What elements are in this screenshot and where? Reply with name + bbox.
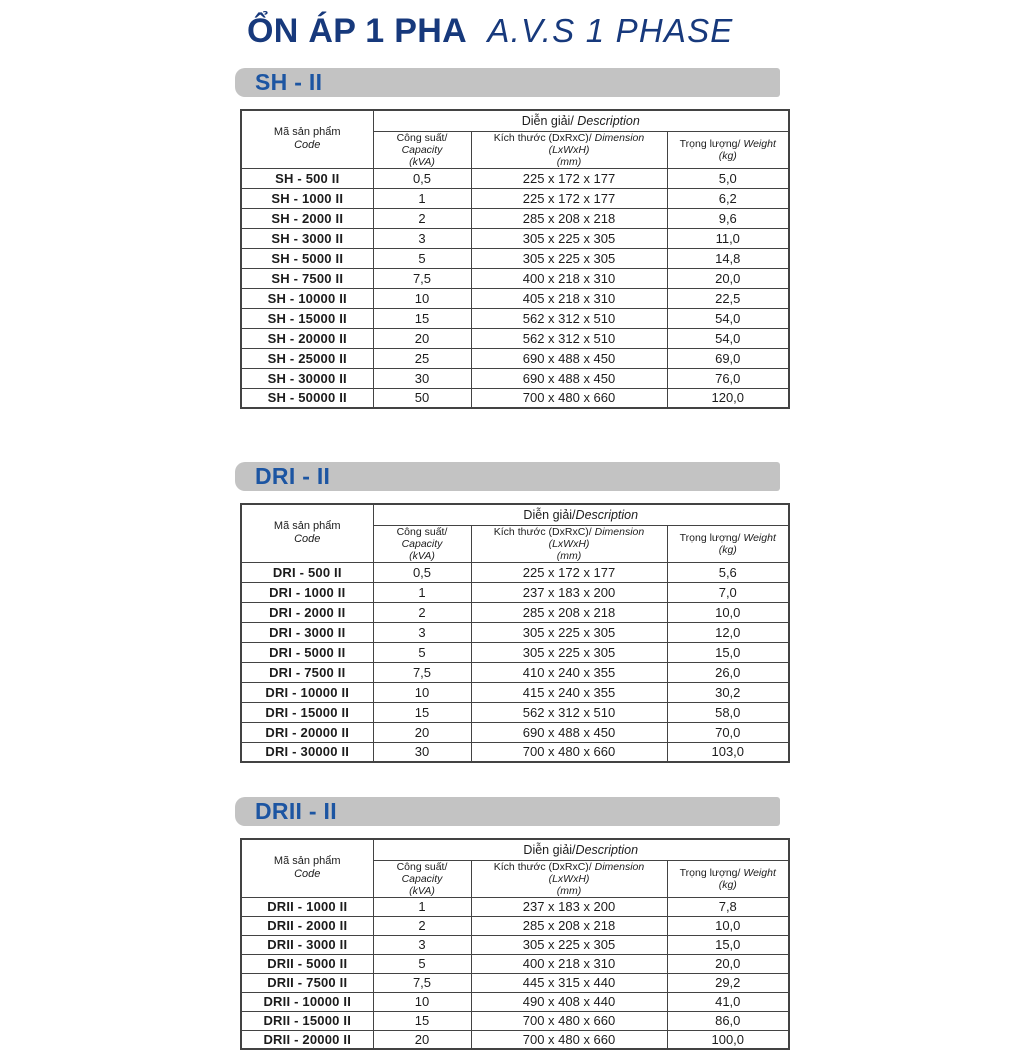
header-capacity-en: Capacity <box>401 537 443 550</box>
capacity-cell: 20 <box>373 722 471 742</box>
header-product-code <box>241 839 373 897</box>
product-code-cell: SH - 1000 II <box>241 188 373 208</box>
capacity-cell: 20 <box>373 1030 471 1049</box>
header-dimension-en: Dimension (LxWxH) <box>548 131 645 156</box>
product-code-cell: DRII - 5000 II <box>241 954 373 973</box>
header-code-en: Code <box>294 868 321 881</box>
dimension-cell: 305 x 225 x 305 <box>471 228 667 248</box>
spec-row <box>241 368 789 388</box>
capacity-cell: 15 <box>373 1011 471 1030</box>
weight-cell: 22,5 <box>667 288 789 308</box>
dimension-cell: 690 x 488 x 450 <box>471 722 667 742</box>
capacity-cell: 30 <box>373 368 471 388</box>
dimension-cell: 562 x 312 x 510 <box>471 308 667 328</box>
header-capacity <box>373 860 471 897</box>
header-product-code <box>241 504 373 562</box>
dimension-cell: 700 x 480 x 660 <box>471 1030 667 1049</box>
section-header-bar-drii-ii <box>235 797 780 826</box>
spec-row <box>241 348 789 368</box>
spec-row <box>241 1030 789 1049</box>
spec-row <box>241 702 789 722</box>
header-desc-en: Description <box>573 113 640 128</box>
product-code-cell: SH - 15000 II <box>241 308 373 328</box>
weight-cell: 30,2 <box>667 682 789 702</box>
weight-cell: 54,0 <box>667 328 789 348</box>
dimension-cell: 562 x 312 x 510 <box>471 702 667 722</box>
spec-row <box>241 582 789 602</box>
product-code-cell: DRI - 10000 II <box>241 682 373 702</box>
section-label: DRI - II <box>255 463 331 489</box>
header-capacity-en: Capacity <box>401 143 443 156</box>
product-code-cell: DRI - 20000 II <box>241 722 373 742</box>
spec-row <box>241 188 789 208</box>
weight-cell: 100,0 <box>667 1030 789 1049</box>
capacity-cell: 1 <box>373 582 471 602</box>
spec-row <box>241 248 789 268</box>
header-dimension <box>471 525 667 562</box>
header-weight <box>667 525 789 562</box>
spec-row <box>241 288 789 308</box>
header-weight-vi: Trọng lượng/ <box>679 866 741 879</box>
capacity-cell: 7,5 <box>373 973 471 992</box>
table-body-sh-ii <box>241 168 789 408</box>
dimension-cell: 490 x 408 x 440 <box>471 992 667 1011</box>
capacity-cell: 25 <box>373 348 471 368</box>
weight-cell: 15,0 <box>667 935 789 954</box>
spec-row <box>241 1011 789 1030</box>
header-code-vi: Mã sản phẩm <box>273 855 341 868</box>
product-code-cell: DRII - 15000 II <box>241 1011 373 1030</box>
header-capacity-unit: (kVA) <box>409 155 435 168</box>
dimension-cell: 400 x 218 x 310 <box>471 954 667 973</box>
product-code-cell: DRII - 10000 II <box>241 992 373 1011</box>
weight-cell: 9,6 <box>667 208 789 228</box>
spec-row <box>241 992 789 1011</box>
header-dimension-vi: Kích thước (DxRxC)/ <box>493 860 592 873</box>
capacity-cell: 3 <box>373 228 471 248</box>
section-label: SH - II <box>255 69 323 95</box>
page-title-english: A.V.S 1 PHASE <box>487 12 734 49</box>
weight-cell: 15,0 <box>667 642 789 662</box>
spec-row <box>241 388 789 408</box>
dimension-cell: 237 x 183 x 200 <box>471 582 667 602</box>
page-title-vietnamese: ỔN ÁP 1 PHA <box>247 12 467 50</box>
header-code-vi: Mã sản phẩm <box>273 126 341 139</box>
header-code-en: Code <box>294 139 321 152</box>
header-weight-vi: Trọng lượng/ <box>679 137 741 150</box>
weight-cell: 103,0 <box>667 742 789 762</box>
dimension-cell: 400 x 218 x 310 <box>471 268 667 288</box>
dimension-cell: 237 x 183 x 200 <box>471 897 667 916</box>
section-header-bar-dri-ii <box>235 462 780 491</box>
header-capacity-vi: Công suất/ <box>396 525 448 538</box>
dimension-cell: 305 x 225 x 305 <box>471 248 667 268</box>
product-code-cell: DRII - 3000 II <box>241 935 373 954</box>
spec-row <box>241 916 789 935</box>
header-capacity <box>373 131 471 168</box>
header-capacity-unit: (kVA) <box>409 549 435 562</box>
dimension-cell: 700 x 480 x 660 <box>471 388 667 408</box>
capacity-cell: 10 <box>373 288 471 308</box>
spec-row <box>241 935 789 954</box>
dimension-cell: 690 x 488 x 450 <box>471 368 667 388</box>
spec-row <box>241 642 789 662</box>
spec-table-drii-ii <box>240 838 790 1050</box>
product-code-cell: SH - 20000 II <box>241 328 373 348</box>
weight-cell: 58,0 <box>667 702 789 722</box>
capacity-cell: 0,5 <box>373 168 471 188</box>
header-weight <box>667 860 789 897</box>
capacity-cell: 2 <box>373 208 471 228</box>
section-label: DRII - II <box>255 798 337 824</box>
capacity-cell: 10 <box>373 682 471 702</box>
spec-row <box>241 228 789 248</box>
dimension-cell: 285 x 208 x 218 <box>471 602 667 622</box>
dimension-cell: 225 x 172 x 177 <box>471 188 667 208</box>
capacity-cell: 30 <box>373 742 471 762</box>
header-description <box>373 504 789 525</box>
header-capacity-vi: Công suất/ <box>396 131 448 144</box>
dimension-cell: 285 x 208 x 218 <box>471 916 667 935</box>
header-code-vi: Mã sản phẩm <box>273 520 341 533</box>
header-dimension-unit: (mm) <box>556 155 582 168</box>
product-code-cell: SH - 50000 II <box>241 388 373 408</box>
spec-row <box>241 208 789 228</box>
capacity-cell: 1 <box>373 897 471 916</box>
dimension-cell: 445 x 315 x 440 <box>471 973 667 992</box>
header-description <box>373 110 789 131</box>
section-drii-ii <box>235 797 788 1050</box>
product-code-cell: DRI - 3000 II <box>241 622 373 642</box>
spec-row <box>241 268 789 288</box>
capacity-cell: 3 <box>373 935 471 954</box>
spec-row <box>241 562 789 582</box>
header-capacity-unit: (kVA) <box>409 884 435 897</box>
header-desc-vi: Diễn giải/ <box>523 507 576 522</box>
header-dimension-en: Dimension (LxWxH) <box>548 860 645 885</box>
header-dimension-vi: Kích thước (DxRxC)/ <box>493 525 592 538</box>
spec-row <box>241 328 789 348</box>
product-code-cell: SH - 5000 II <box>241 248 373 268</box>
table-body-dri-ii <box>241 562 789 762</box>
header-dimension <box>471 131 667 168</box>
weight-cell: 11,0 <box>667 228 789 248</box>
weight-cell: 14,8 <box>667 248 789 268</box>
spec-row <box>241 308 789 328</box>
catalog-page <box>235 10 788 1050</box>
header-desc-vi: Diễn giải/ <box>521 113 574 128</box>
product-code-cell: DRII - 1000 II <box>241 897 373 916</box>
spec-row <box>241 168 789 188</box>
header-weight-en: Weight (kg) <box>718 137 776 162</box>
capacity-cell: 20 <box>373 328 471 348</box>
header-dimension-unit: (mm) <box>556 549 582 562</box>
capacity-cell: 5 <box>373 954 471 973</box>
capacity-cell: 2 <box>373 916 471 935</box>
header-weight <box>667 131 789 168</box>
header-weight-en: Weight (kg) <box>718 866 776 891</box>
dimension-cell: 700 x 480 x 660 <box>471 1011 667 1030</box>
product-code-cell: SH - 500 II <box>241 168 373 188</box>
page-title <box>247 10 788 59</box>
product-code-cell: SH - 25000 II <box>241 348 373 368</box>
capacity-cell: 5 <box>373 248 471 268</box>
dimension-cell: 690 x 488 x 450 <box>471 348 667 368</box>
capacity-cell: 1 <box>373 188 471 208</box>
header-weight-vi: Trọng lượng/ <box>679 531 741 544</box>
weight-cell: 7,0 <box>667 582 789 602</box>
product-code-cell: DRII - 2000 II <box>241 916 373 935</box>
section-dri-ii <box>235 462 788 763</box>
weight-cell: 5,6 <box>667 562 789 582</box>
dimension-cell: 225 x 172 x 177 <box>471 562 667 582</box>
spec-table-dri-ii <box>240 503 790 763</box>
spec-row <box>241 742 789 762</box>
weight-cell: 10,0 <box>667 602 789 622</box>
weight-cell: 54,0 <box>667 308 789 328</box>
header-product-code <box>241 110 373 168</box>
product-code-cell: DRI - 7500 II <box>241 662 373 682</box>
dimension-cell: 225 x 172 x 177 <box>471 168 667 188</box>
header-capacity-vi: Công suất/ <box>396 860 448 873</box>
product-code-cell: SH - 3000 II <box>241 228 373 248</box>
table-body-drii-ii <box>241 897 789 1049</box>
header-capacity <box>373 525 471 562</box>
weight-cell: 26,0 <box>667 662 789 682</box>
weight-cell: 12,0 <box>667 622 789 642</box>
weight-cell: 5,0 <box>667 168 789 188</box>
capacity-cell: 50 <box>373 388 471 408</box>
capacity-cell: 15 <box>373 702 471 722</box>
weight-cell: 29,2 <box>667 973 789 992</box>
weight-cell: 20,0 <box>667 268 789 288</box>
capacity-cell: 7,5 <box>373 662 471 682</box>
weight-cell: 70,0 <box>667 722 789 742</box>
spec-table-sh-ii <box>240 109 790 409</box>
weight-cell: 41,0 <box>667 992 789 1011</box>
spec-row <box>241 682 789 702</box>
capacity-cell: 7,5 <box>373 268 471 288</box>
capacity-cell: 5 <box>373 642 471 662</box>
weight-cell: 20,0 <box>667 954 789 973</box>
dimension-cell: 305 x 225 x 305 <box>471 622 667 642</box>
header-dimension-vi: Kích thước (DxRxC)/ <box>493 131 592 144</box>
product-code-cell: DRI - 2000 II <box>241 602 373 622</box>
dimension-cell: 415 x 240 x 355 <box>471 682 667 702</box>
header-desc-vi: Diễn giải/ <box>523 842 576 857</box>
header-capacity-en: Capacity <box>401 872 443 885</box>
weight-cell: 10,0 <box>667 916 789 935</box>
spec-row <box>241 973 789 992</box>
header-dimension-en: Dimension (LxWxH) <box>548 525 645 550</box>
header-desc-en: Description <box>575 842 639 857</box>
header-dimension <box>471 860 667 897</box>
header-weight-en: Weight (kg) <box>718 531 776 556</box>
header-code-en: Code <box>294 533 321 546</box>
header-description <box>373 839 789 860</box>
section-header-bar-sh-ii <box>235 68 780 97</box>
weight-cell: 120,0 <box>667 388 789 408</box>
dimension-cell: 700 x 480 x 660 <box>471 742 667 762</box>
capacity-cell: 0,5 <box>373 562 471 582</box>
capacity-cell: 3 <box>373 622 471 642</box>
dimension-cell: 410 x 240 x 355 <box>471 662 667 682</box>
product-code-cell: SH - 10000 II <box>241 288 373 308</box>
weight-cell: 6,2 <box>667 188 789 208</box>
spec-row <box>241 622 789 642</box>
product-code-cell: SH - 30000 II <box>241 368 373 388</box>
dimension-cell: 285 x 208 x 218 <box>471 208 667 228</box>
spec-row <box>241 662 789 682</box>
product-code-cell: DRI - 15000 II <box>241 702 373 722</box>
product-code-cell: DRI - 500 II <box>241 562 373 582</box>
product-code-cell: DRI - 30000 II <box>241 742 373 762</box>
weight-cell: 86,0 <box>667 1011 789 1030</box>
weight-cell: 7,8 <box>667 897 789 916</box>
capacity-cell: 15 <box>373 308 471 328</box>
spec-row <box>241 954 789 973</box>
product-code-cell: SH - 7500 II <box>241 268 373 288</box>
capacity-cell: 2 <box>373 602 471 622</box>
product-code-cell: DRI - 1000 II <box>241 582 373 602</box>
product-code-cell: DRII - 20000 II <box>241 1030 373 1049</box>
product-code-cell: DRII - 7500 II <box>241 973 373 992</box>
capacity-cell: 10 <box>373 992 471 1011</box>
dimension-cell: 305 x 225 x 305 <box>471 935 667 954</box>
product-code-cell: SH - 2000 II <box>241 208 373 228</box>
section-sh-ii <box>235 68 788 409</box>
header-dimension-unit: (mm) <box>556 884 582 897</box>
weight-cell: 76,0 <box>667 368 789 388</box>
spec-row <box>241 722 789 742</box>
weight-cell: 69,0 <box>667 348 789 368</box>
header-desc-en: Description <box>575 507 639 522</box>
dimension-cell: 562 x 312 x 510 <box>471 328 667 348</box>
dimension-cell: 305 x 225 x 305 <box>471 642 667 662</box>
dimension-cell: 405 x 218 x 310 <box>471 288 667 308</box>
spec-row <box>241 602 789 622</box>
spec-row <box>241 897 789 916</box>
product-code-cell: DRI - 5000 II <box>241 642 373 662</box>
